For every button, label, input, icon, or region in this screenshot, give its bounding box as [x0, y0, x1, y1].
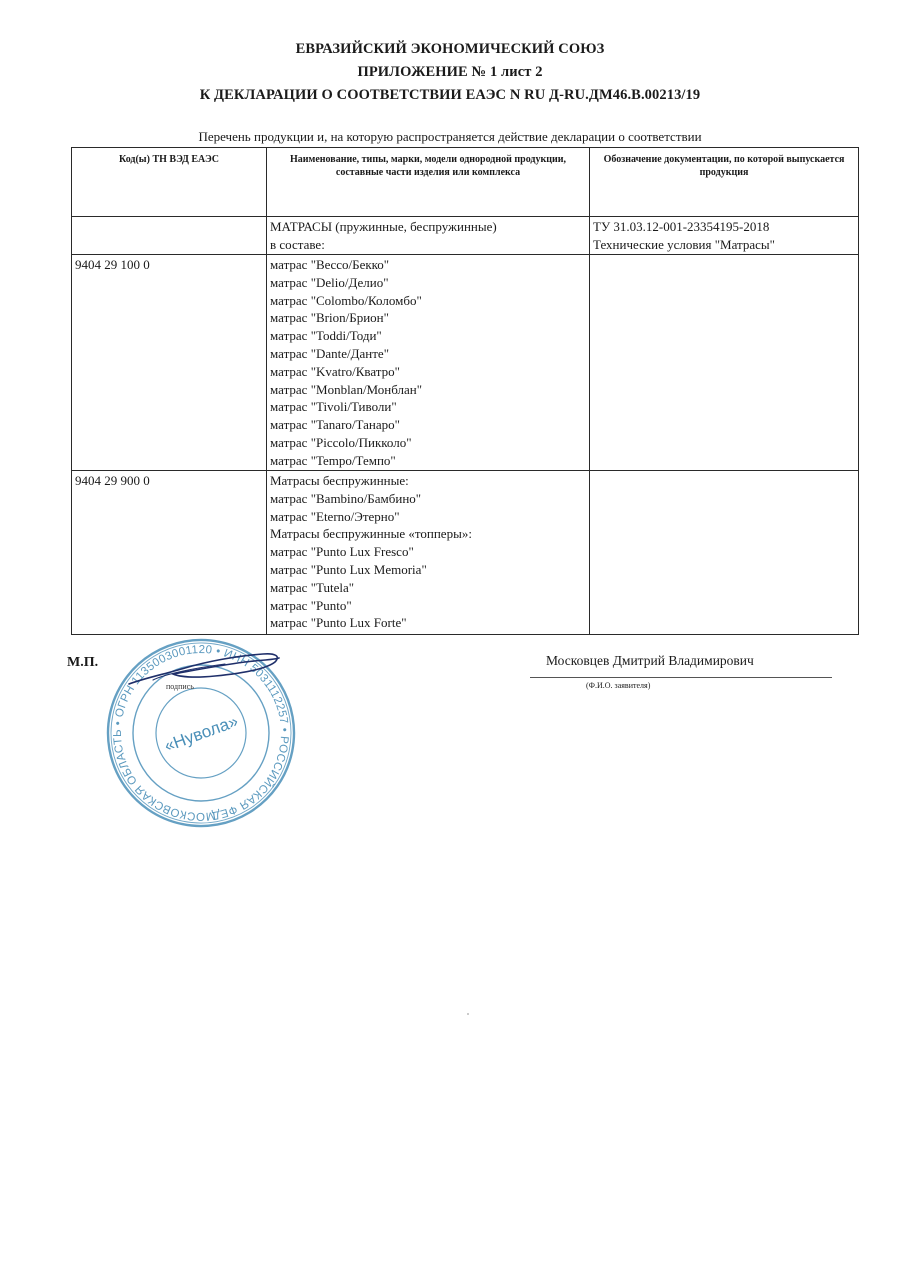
table-row — [72, 217, 859, 255]
product-item: в составе: — [270, 236, 325, 252]
product-item: матрас "Tutela" — [270, 579, 355, 595]
scan-speck — [467, 1013, 469, 1015]
table-body — [72, 217, 859, 635]
applicant-fio-label: (Ф.И.О. заявителя) — [586, 681, 651, 690]
documentation-line: Технические условия "Матрасы" — [593, 236, 775, 252]
stamp-place-label: М.П. — [67, 655, 99, 670]
header-name: Наименование, типы, марки, модели однородной продукции, составные части изделия или комплекса — [267, 148, 590, 217]
applicant-underline — [530, 677, 832, 678]
product-item: матрас "Kvatro/Кватро" — [270, 363, 400, 379]
product-item: матрас "Toddi/Тоди" — [270, 328, 382, 344]
documentation-cell — [590, 471, 859, 635]
product-table — [71, 147, 859, 635]
product-item: МАТРАСЫ (пружинные, беспружинные) — [270, 219, 497, 234]
handwritten-signature — [125, 644, 285, 692]
documentation-cell — [590, 255, 859, 471]
stamp-ring-text: МОСКОВСКАЯ ОБЛАСТЬ • ОГРН 1135003001120 • ИНН 5031112257 • РОССИЙСКАЯ ФЕДЕРАЦИЯ — [111, 643, 291, 823]
product-name-cell — [267, 471, 590, 635]
product-item: матрас "Piccolo/Пикколо" — [270, 434, 412, 450]
product-list-caption: Перечень продукции и, на которую распространяется действие декларации о соответствии — [198, 129, 702, 144]
product-item: Матрасы беспружинные: — [270, 473, 409, 488]
tnved-code-cell — [72, 217, 267, 255]
stamp-center-text: «Нувола» — [161, 711, 241, 756]
documentation-cell — [590, 217, 859, 255]
product-item: матрас "Monblan/Монблан" — [270, 381, 423, 397]
product-item: матрас "Punto Lux Memoria" — [270, 561, 427, 577]
tnved-code-cell: 9404 29 100 0 — [72, 255, 267, 471]
product-item: матрас "Colombo/Коломбо" — [270, 292, 422, 308]
product-item: матрас "Brion/Брион" — [270, 310, 389, 326]
product-item: матрас "Dante/Данте" — [270, 345, 390, 361]
product-item: матрас "Tivoli/Тиволи" — [270, 399, 397, 415]
product-item: матрас "Delio/Делио" — [270, 274, 389, 290]
tnved-code-cell: 9404 29 900 0 — [72, 471, 267, 635]
header-code: Код(ы) ТН ВЭД ЕАЭС — [72, 148, 267, 217]
table-row — [72, 255, 859, 471]
product-name-cell — [267, 217, 590, 255]
product-item: матрас "Punto Lux Forte" — [270, 615, 407, 631]
product-item: матрас "Tanaro/Танаро" — [270, 417, 400, 433]
signature-label: подпись — [166, 682, 194, 691]
applicant-name: Московцев Дмитрий Владимирович — [546, 653, 754, 668]
appendix-title: ПРИЛОЖЕНИЕ № 1 лист 2 — [357, 64, 543, 80]
product-item: Матрасы беспружинные «топперы»: — [270, 526, 472, 542]
product-item: матрас "Becco/Бекко" — [270, 257, 390, 272]
product-item: матрас "Tempo/Темпо" — [270, 452, 396, 468]
union-title: ЕВРАЗИЙСКИЙ ЭКОНОМИЧЕСКИЙ СОЮЗ — [295, 41, 605, 57]
table-header-row — [72, 148, 859, 217]
product-item: матрас "Eterno/Этерно" — [270, 508, 400, 524]
document-header — [0, 38, 900, 107]
table-row — [72, 471, 859, 635]
declaration-title: К ДЕКЛАРАЦИИ О СООТВЕТСТВИИ ЕАЭС N RU Д-RU.ДМ46.В.00213/19 — [199, 87, 701, 103]
documentation-line: ТУ 31.03.12-001-23354195-2018 — [593, 219, 770, 234]
product-item: матрас "Bambino/Бамбино" — [270, 490, 422, 506]
header-doc: Обозначение документации, по которой выпускается продукция — [590, 148, 859, 217]
product-name-cell — [267, 255, 590, 471]
product-item: матрас "Punto" — [270, 597, 352, 613]
product-item: матрас "Punto Lux Fresco" — [270, 544, 414, 560]
